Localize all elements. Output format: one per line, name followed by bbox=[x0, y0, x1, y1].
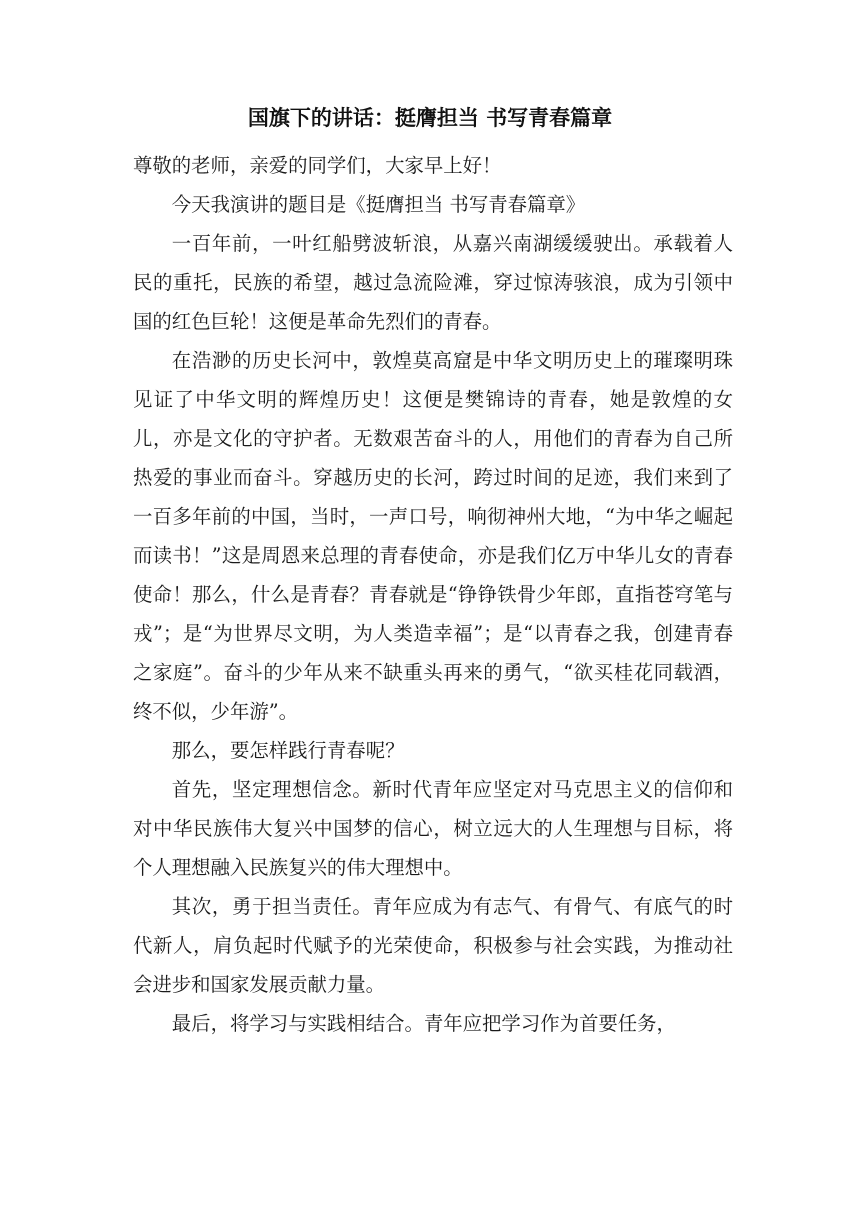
history-paragraph: 在浩渺的历史长河中，敦煌莫高窟是中华文明历史上的璀璨明珠见证了中华文明的辉煌历史！这便是樊锦诗的青春，她是敦煌的女儿，亦是文化的守护者。无数艰苦奋斗的人，用他们的青春为自己所热爱的事业而奋斗。穿越历史的长河，跨过时间的足迹，我们来到了一百多年前的中国，当时，一声口号，响彻神州大地，“为中华之崛起而读书！”这是周恩来总理的青春使命，亦是我们亿万中华儿女的青春使命！那么，什么是青春？青春就是“铮铮铁骨少年郎，直指苍穹笔与戎”；是“为世界尽文明，为人类造幸福”；是“以青春之我，创建青春之家庭”。奋斗的少年从来不缺重头再来的勇气，“欲买桂花同载酒，终不似，少年游”。 bbox=[133, 349, 733, 723]
document-body bbox=[133, 146, 733, 1043]
red-boat-paragraph: 一百年前，一叶红船劈波斩浪，从嘉兴南湖缓缓驶出。承载着人民的重托，民族的希望，越过急流险滩，穿过惊涛骇浪，成为引领中国的红色巨轮！这便是革命先烈们的青春。 bbox=[133, 232, 733, 333]
first-point-paragraph: 首先，坚定理想信念。新时代青年应坚定对马克思主义的信仰和对中华民族伟大复兴中国梦的信心，树立远大的人生理想与目标，将个人理想融入民族复兴的伟大理想中。 bbox=[133, 778, 733, 879]
greeting-paragraph: 尊敬的老师，亲爱的同学们，大家早上好！ bbox=[133, 154, 502, 177]
question-paragraph: 那么，要怎样践行青春呢？ bbox=[171, 739, 405, 762]
third-point-paragraph: 最后，将学习与实践相结合。青年应把学习作为首要任务， bbox=[171, 1012, 676, 1035]
second-point-paragraph: 其次，勇于担当责任。青年应成为有志气、有骨气、有底气的时代新人，肩负起时代赋予的光荣使命，积极参与社会实践，为推动社会进步和国家发展贡献力量。 bbox=[133, 895, 733, 996]
document-title: 国旗下的讲话：挺膺担当 书写青春篇章 bbox=[247, 106, 613, 130]
topic-paragraph: 今天我演讲的题目是《挺膺担当 书写青春篇章》 bbox=[171, 193, 586, 216]
